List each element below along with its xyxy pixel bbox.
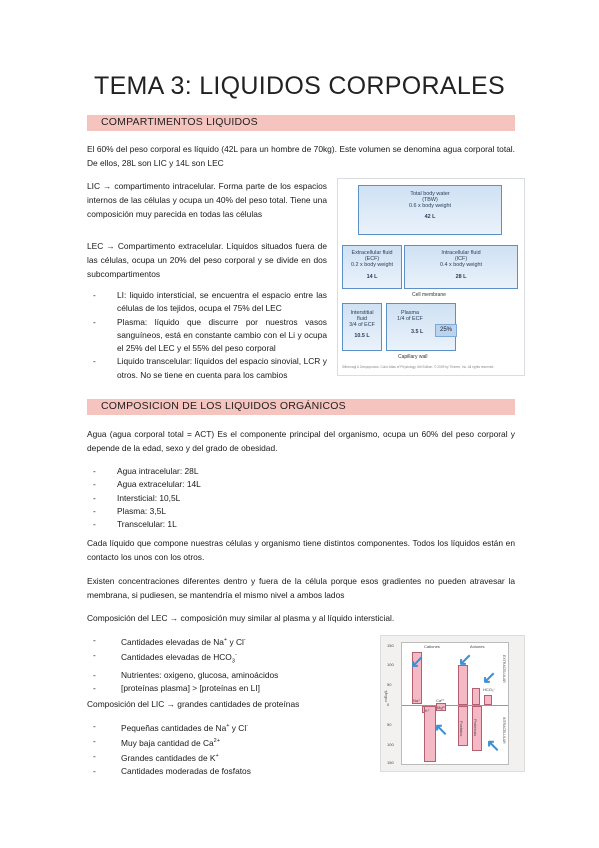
- ion-plot-area: [401, 642, 509, 765]
- list-item: - Agua intracelular: 28L: [87, 465, 387, 478]
- section-heading: COMPOSICION DE LOS LIQUIDOS ORGÁNICOS: [101, 400, 346, 412]
- plasma-percentage: 25%: [435, 324, 457, 337]
- ecf-abbr: (ECF): [364, 256, 380, 262]
- tbw-title: Total body water: [410, 191, 450, 197]
- icf-abbr: (ICF): [454, 256, 468, 262]
- list-item-text: Grandes cantidades de K: [121, 752, 216, 763]
- tick-label: 100: [387, 662, 394, 667]
- ecf-title: Extracellular fluid: [351, 250, 393, 256]
- lic-composition-list: [87, 720, 377, 779]
- lec-composition-heading: Composición del LEC → composición muy similar al plasma y al líquido intersticial.: [87, 613, 395, 623]
- icf-title: Intracellular fluid: [441, 250, 481, 256]
- extracelular-label: EXTRACELULAR: [502, 655, 506, 683]
- tbw-abbr: (TBW): [422, 197, 438, 203]
- list-item-text: Muy baja cantidad de Ca: [121, 737, 214, 748]
- tbw-formula: 0.6 x body weight: [409, 203, 451, 209]
- lec-subcompartments-list: [87, 289, 327, 382]
- mg-label: Mg²⁺: [437, 705, 446, 710]
- figure-credit: Silbernagl & Despopoulos. Color Atlas of Physiology, 6th Edition. © 2009 by Thieme, Inc. All rights reserved.: [342, 365, 495, 369]
- list-item: - Nutrientes: oxigeno, glucosa, aminoácidos: [87, 669, 377, 682]
- arrow-down-left-icon: ↙: [410, 652, 425, 671]
- arrow-down-left-icon: ↙: [458, 650, 473, 669]
- plasma-title: Plasma: [401, 310, 419, 316]
- ion-composition-figure: [380, 635, 525, 772]
- isf-title: Interstitial: [350, 310, 374, 316]
- arrow-up-left-icon: ↖: [434, 720, 449, 739]
- cations-header: Cationes: [424, 644, 440, 649]
- list-item: - Cantidades elevadas de $HCO_3^-$: [87, 649, 377, 669]
- tbw-value: 42 L: [424, 214, 436, 220]
- list-item: - LI: liquido intersticial, se encuentra el espacio entre las células de los tejidos, ocupa el 75% del LEC: [87, 289, 327, 316]
- isf-value: 10.5 L: [354, 333, 370, 339]
- ca-label: Ca²⁺: [436, 698, 445, 703]
- anions-header: Aniones: [470, 644, 485, 649]
- intro-paragraph: El 60% del peso corporal es líquido (42L para un hombre de 70kg). Este volumen se denomina agua corporal total. De ellos, 28L son LIC y 14L son LEC: [87, 144, 515, 168]
- cell-membrane-label: Cell membrane: [412, 292, 446, 298]
- list-item: - Transcelular: 1L: [87, 518, 387, 531]
- lec-paragraph: LEC → Compartimento extracelular. Líquidos situados fuera de las células, ocupa un 20% del peso corporal y se divide en dos subcompartimentos: [87, 241, 327, 279]
- isf-formula: 3/4 of ECF: [349, 322, 375, 328]
- list-item-text: Pequeñas cantidades de Na: [121, 722, 227, 733]
- hco3-label: HCO₃⁻: [483, 687, 496, 692]
- ecf-formula: 0.2 x body weight: [351, 262, 393, 268]
- lec-composition-list: [87, 634, 377, 695]
- protein-ecf-bar: [484, 695, 492, 705]
- components-paragraph: Cada líquido que compone nuestras células y organismo tiene distintos componentes. Todos los líquidos están en contacto los unos con los otros.: [87, 538, 515, 562]
- page-title: TEMA 3: LIQUIDOS CORPORALES: [94, 72, 505, 100]
- list-item: - Agua extracelular: 14L: [87, 478, 387, 491]
- plasma-value: 3.5 L: [411, 329, 424, 335]
- lic-paragraph: LIC → compartimento intracelular. Forma parte de los espacios internos de las células y ocupa un 40% del peso total. Tiene una composición muy parecida en todas las células: [87, 181, 327, 219]
- lic-composition-heading: Composición del LIC → grandes cantidades de proteínas: [87, 699, 300, 709]
- tick-label: 100: [387, 742, 394, 747]
- list-item: - Plasma: 3,5L: [87, 505, 387, 518]
- tick-label: 150: [387, 760, 394, 765]
- agua-paragraph: Agua (agua corporal total = ACT) Es el componente principal del organismo, ocupa un 60% del peso corporal y depende de la edad, sexo y del grado de obesidad.: [87, 429, 515, 453]
- icf-box: [404, 245, 518, 289]
- tbw-box: [358, 185, 502, 235]
- icf-value: 28 L: [455, 274, 467, 280]
- icf-formula: 0.4 x body weight: [440, 262, 482, 268]
- capillary-wall-label: Capillary wall: [398, 354, 428, 360]
- na-label: Na⁺: [413, 698, 421, 703]
- list-item-text: Cantidades elevadas de Na: [121, 636, 224, 647]
- list-item: - Plasma: líquido que discurre por nuestros vasos sanguíneos, está en constante cambio con el Li y ocupa el 25% del LEC y el 55% del peso corporal: [87, 316, 327, 356]
- tick-label: 50: [387, 682, 392, 687]
- tick-label: 0: [387, 702, 390, 707]
- list-item: - Muy baja cantidad de $Ca^{2+}$: [87, 735, 377, 750]
- intracelular-label: INTRACELULAR: [502, 717, 506, 744]
- plasma-formula: 1/4 of ECF: [397, 316, 423, 322]
- proteinas-label: Proteínas: [473, 719, 478, 737]
- isf-box: [342, 303, 382, 351]
- list-item: - Grandes cantidades de K+: [87, 750, 377, 765]
- list-item: - Cantidades moderadas de fosfatos: [87, 765, 377, 778]
- volumes-list: [87, 465, 387, 531]
- cl-ecf-bar: [458, 665, 468, 705]
- list-item-text: Cantidades elevadas de HCO: [121, 651, 232, 662]
- hco3-ecf-bar: [472, 688, 480, 705]
- tick-label: 150: [387, 643, 394, 648]
- ylabel: mEq/L: [383, 690, 388, 702]
- k-label: K⁺: [425, 708, 430, 713]
- list-item: - Cantidades elevadas de Na+ y Cl-: [87, 634, 377, 649]
- section-header-compartimentos: [87, 115, 515, 131]
- section-heading: COMPARTIMENTOS LIQUIDOS: [101, 116, 258, 128]
- fosfatos-label: Fosfatos: [459, 721, 464, 737]
- ecf-box: [342, 245, 402, 289]
- baseline: [402, 705, 508, 706]
- ecf-value: 14 L: [366, 274, 378, 280]
- arrow-up-left-icon: ↖: [486, 736, 501, 755]
- list-item: - [proteínas plasma] > [proteínas en LI]: [87, 682, 377, 695]
- arrow-down-left-icon: ↙: [482, 668, 497, 687]
- body-water-figure: [337, 178, 525, 376]
- gradients-paragraph: Existen concentraciones diferentes dentro y fuera de la célula porque esos gradientes no pueden atravesar la membrana, si pudiesen, se mantendría el mismo nivel a ambos lados: [87, 576, 515, 600]
- list-item: - Pequeñas cantidades de Na+ y Cl-: [87, 720, 377, 735]
- isf-title2: fluid: [357, 316, 367, 322]
- list-item: - Liquido transcelular: líquidos del espacio sinovial, LCR y otros. No se tiene en cuenta para los cambios: [87, 355, 327, 382]
- section-header-composicion: [87, 399, 515, 415]
- tick-label: 50: [387, 722, 392, 727]
- list-item: - Intersticial: 10,5L: [87, 492, 387, 505]
